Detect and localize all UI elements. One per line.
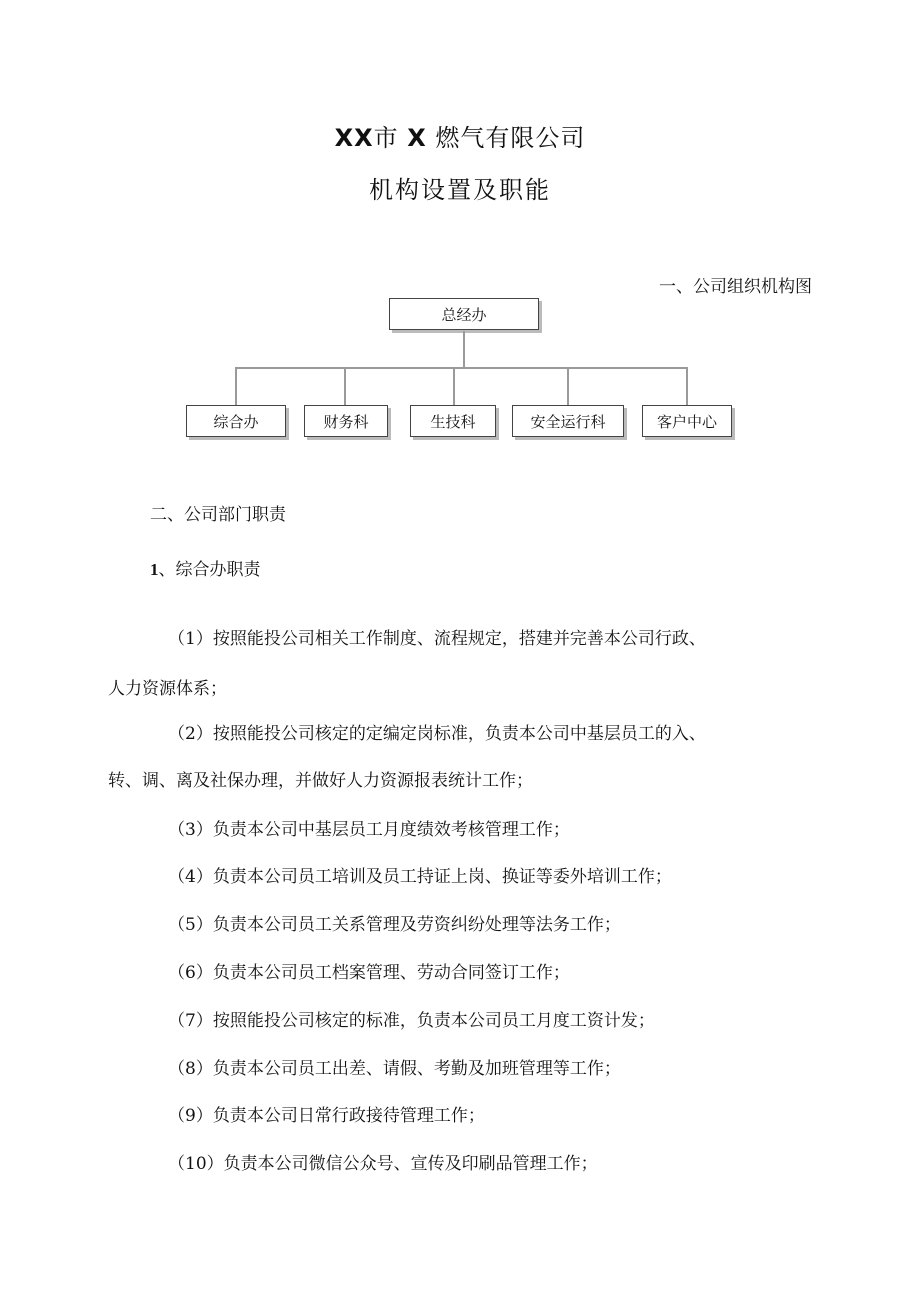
- subsection-number: 1: [150, 560, 159, 579]
- duty-item: （6）负责本公司员工档案管理、劳动合同签订工作；: [168, 963, 570, 983]
- duty-item: （2）按照能投公司核定的定编定岗标准，负责本公司中基层员工的入、: [168, 724, 706, 744]
- org-connector-5: [686, 367, 688, 405]
- duty-item-continuation: 转、调、离及社保办理，并做好人力资源报表统计工作；: [108, 771, 533, 791]
- duty-item: （4）负责本公司员工培训及员工持证上岗、换证等委外培训工作；: [168, 867, 672, 887]
- duty-item: （8）负责本公司员工出差、请假、考勤及加班管理等工作；: [168, 1059, 621, 1079]
- title-prefix: XX: [334, 124, 374, 152]
- org-dept-box: 财务科: [304, 405, 388, 437]
- org-dept-box: 客户中心: [642, 405, 732, 437]
- org-connector-horizontal: [235, 367, 688, 369]
- duty-item: （10）负责本公司微信公众号、宣传及印刷品管理工作；: [168, 1154, 598, 1174]
- duty-item: （7）按照能投公司核定的标准，负责本公司员工月度工资计发；: [168, 1011, 655, 1031]
- org-dept-box: 综合办: [186, 405, 286, 437]
- duty-item: （5）负责本公司员工关系管理及劳资纠纷处理等法务工作；: [168, 915, 621, 935]
- org-root-box: 总经办: [389, 298, 539, 330]
- org-connector-2: [344, 367, 346, 405]
- section1-title: 一、公司组织机构图: [659, 277, 812, 297]
- title-x: X: [407, 124, 427, 152]
- subsection-title: [150, 555, 261, 580]
- duty-item: （3）负责本公司中基层员工月度绩效考核管理工作；: [168, 820, 570, 840]
- org-connector-root: [463, 331, 465, 368]
- org-connector-3: [453, 367, 455, 405]
- document-subtitle: 机构设置及职能: [369, 176, 551, 204]
- title-rest: 燃气有限公司: [435, 124, 586, 152]
- section2-title: 二、公司部门职责: [150, 505, 286, 525]
- subsection-label: 、综合办职责: [158, 560, 261, 580]
- duty-item: （9）负责本公司日常行政接待管理工作；: [168, 1106, 485, 1126]
- duty-item: （1）按照能投公司相关工作制度、流程规定，搭建并完善本公司行政、: [168, 629, 706, 649]
- org-chart: [0, 0, 920, 480]
- duty-item-continuation: 人力资源体系；: [108, 679, 227, 699]
- title-city: 市: [373, 124, 399, 152]
- org-dept-box: 安全运行科: [512, 405, 624, 437]
- org-dept-box: 生技科: [410, 405, 496, 437]
- org-connector-4: [567, 367, 569, 405]
- org-connector-1: [235, 367, 237, 405]
